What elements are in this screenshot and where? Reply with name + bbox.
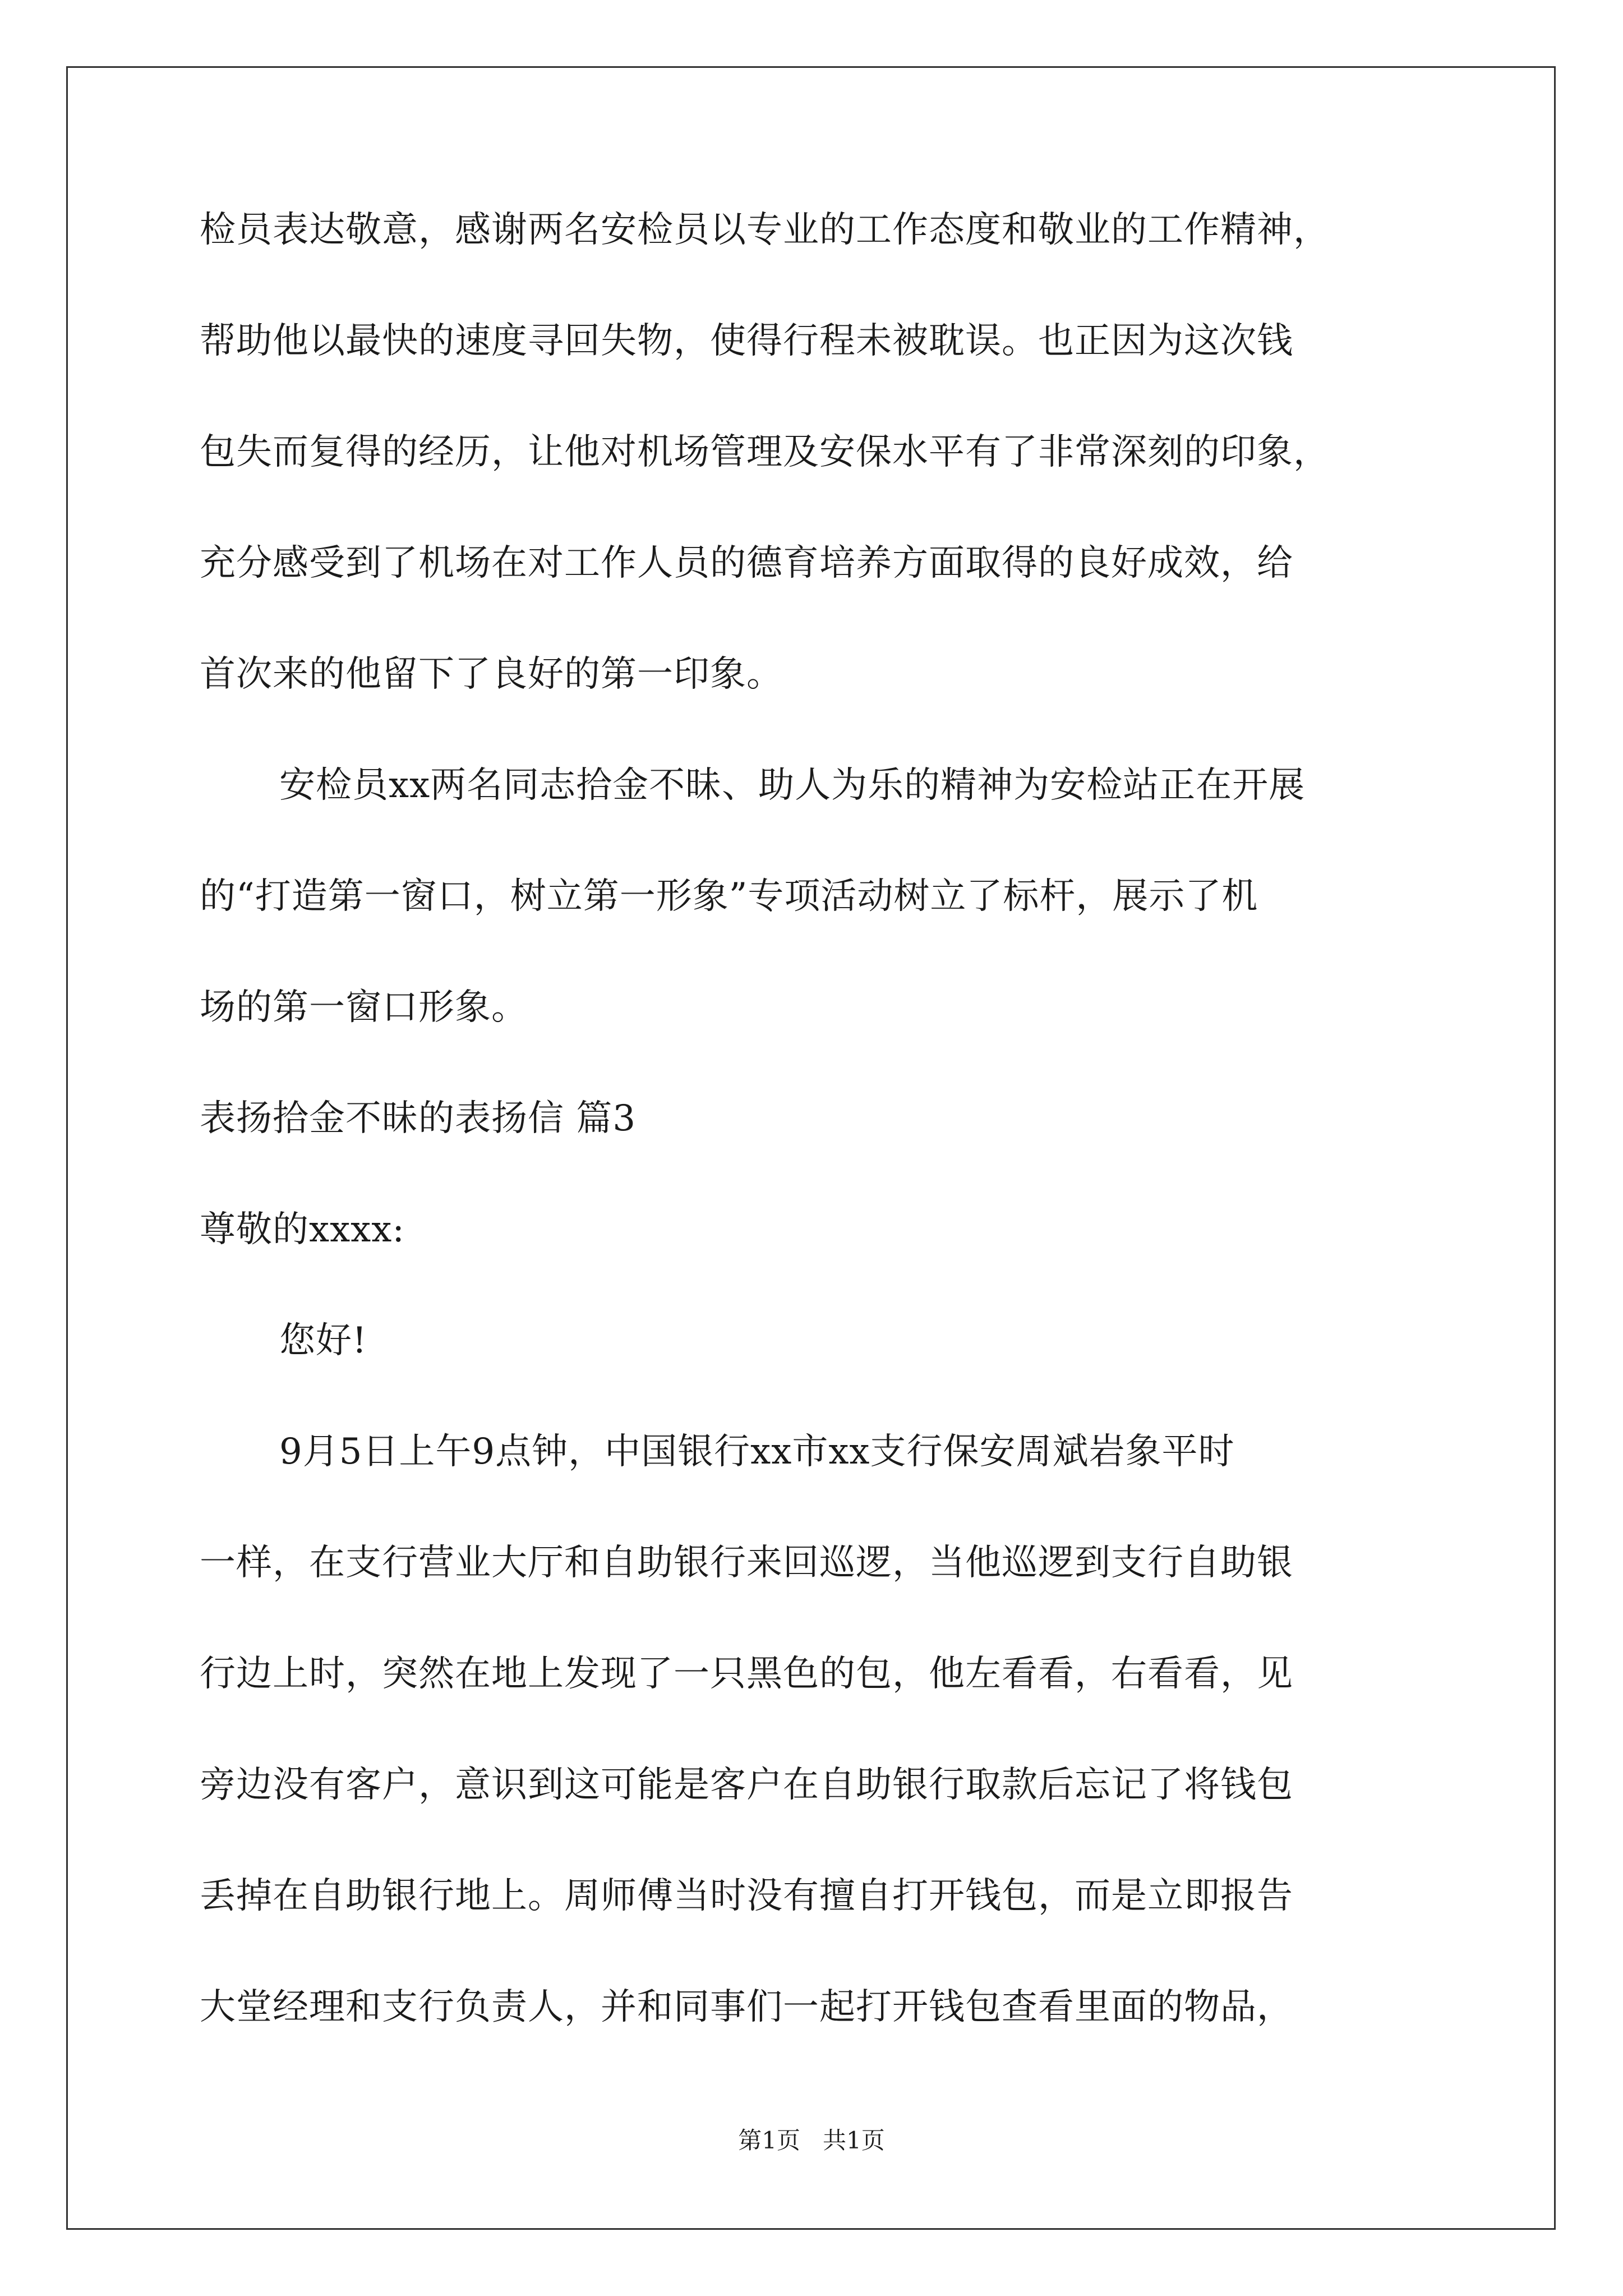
text-line: 包失而复得的经历，让他对机场管理及安保水平有了非常深刻的印象， <box>200 431 1330 473</box>
text-line: 旁边没有客户，意识到这可能是客户在自助银行取款后忘记了将钱包 <box>200 1764 1293 1806</box>
salutation: 尊敬的xxxx: <box>200 1209 405 1250</box>
text-line: 充分感受到了机场在对工作人员的德育培养方面取得的良好成效，给 <box>200 542 1293 584</box>
text-line: 帮助他以最快的速度寻回失物，使得行程未被耽误。也正因为这次钱 <box>200 320 1293 362</box>
page-footer: 第1页 共1页 <box>738 2127 885 2154</box>
greeting: 您好! <box>279 1320 367 1361</box>
paragraph-start-line: 9月5日上午9点钟，中国银行xx市xx支行保安周斌岩象平时 <box>279 1431 1235 1473</box>
text-line: 检员表达敬意，感谢两名安检员以专业的工作态度和敬业的工作精神， <box>200 209 1330 251</box>
text-line: 场的第一窗口形象。 <box>200 987 528 1028</box>
section-heading: 表扬拾金不昧的表扬信 篇3 <box>200 1098 637 1139</box>
paragraph-start-line: 安检员xx两名同志拾金不昧、助人为乐的精神为安检站正在开展 <box>279 765 1306 806</box>
text-line: 大堂经理和支行负责人，并和同事们一起打开钱包查看里面的物品， <box>200 1986 1293 2028</box>
text-line: 丢掉在自助银行地上。周师傅当时没有擅自打开钱包，而是立即报告 <box>200 1875 1293 1917</box>
text-line: 一样，在支行营业大厅和自助银行来回巡逻，当他巡逻到支行自助银 <box>200 1542 1293 1584</box>
text-line: 首次来的他留下了良好的第一印象。 <box>200 654 783 695</box>
text-line: 行边上时，突然在地上发现了一只黑色的包，他左看看，右看看，见 <box>200 1653 1293 1695</box>
text-line: 的“打造第一窗口，树立第一形象”专项活动树立了标杆，展示了机 <box>200 876 1258 917</box>
